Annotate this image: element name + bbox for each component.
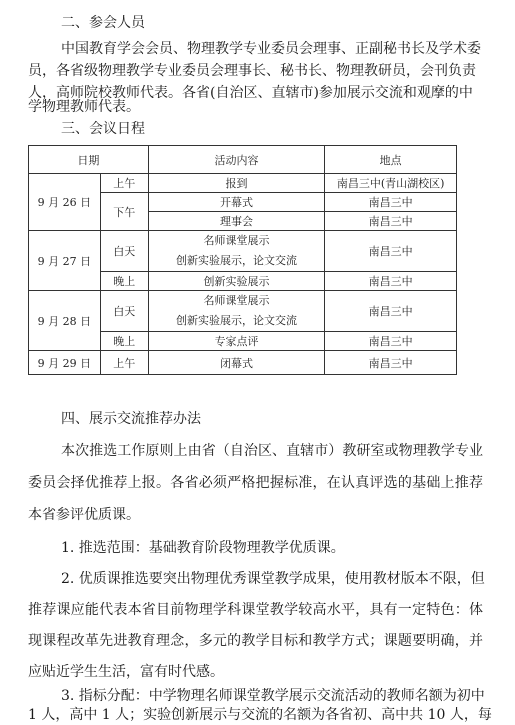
place-cell: 南昌三中 (325, 193, 457, 212)
place-cell: 南昌三中 (325, 351, 457, 375)
activity-cell: 开幕式 (148, 193, 325, 212)
date-cell: 9 月 26 日 (29, 174, 101, 231)
item3-line-2: 1 人，高中 1 人；实验创新展示与交流的名额为各省初、高中共 10 人，每 (28, 707, 492, 723)
place-cell: 南昌三中 (325, 332, 457, 351)
table-row (29, 231, 457, 272)
item3-line-1: 3. 指标分配：中学物理名师课堂教学展示交流活动的教师名额为初中 (61, 688, 485, 704)
table-row (29, 291, 457, 332)
header-place: 地点 (325, 146, 457, 174)
place-cell: 南昌三中 (325, 212, 457, 231)
period-cell: 上午 (100, 174, 148, 193)
section2-line-4: 学物理教师代表。 (28, 99, 140, 115)
table-header-row (29, 146, 457, 174)
item1-line: 1. 推选范围：基础教育阶段物理教学优质课。 (61, 540, 345, 556)
date-cell: 9 月 29 日 (29, 351, 101, 375)
para1-line-1: 本次推选工作原则上由省（自治区、直辖市）教研室或物理教学专业 (61, 443, 483, 459)
activity-cell (148, 291, 325, 332)
period-cell: 上午 (100, 351, 148, 375)
header-date: 日期 (29, 146, 149, 174)
item2-line-1: 2. 优质课推选要突出物理优秀课堂教学成果，使用教材版本不限，但 (61, 571, 485, 587)
section2-line-2: 员，各省级物理教学专业委员会理事长、秘书长、物理教研员，会刊负责 (28, 63, 476, 79)
activity-cell: 报到 (148, 174, 325, 193)
period-cell: 白天 (100, 291, 148, 332)
item2-line-4: 应贴近学生生活，富有时代感。 (28, 664, 224, 680)
table-row (29, 351, 457, 375)
date-cell: 9 月 28 日 (29, 291, 101, 351)
item2-line-2: 推荐课应能代表本省目前物理学科课堂教学较高水平，具有一定特色：体 (28, 602, 483, 618)
activity-line: 名师课堂展示 (203, 294, 270, 307)
place-cell: 南昌三中 (325, 272, 457, 291)
period-cell: 晚上 (100, 332, 148, 351)
section2-line-3: 人，高师院校教师代表。各省(自治区、直辖市)参加展示交流和观摩的中 (28, 85, 473, 101)
section2-heading: 二、参会人员 (61, 15, 145, 31)
para1-line-3: 本省参评优质课。 (28, 507, 140, 523)
schedule-table (28, 145, 457, 375)
period-cell: 晚上 (100, 272, 148, 291)
activity-line: 创新实验展示，论文交流 (176, 254, 297, 267)
activity-line: 创新实验展示，论文交流 (176, 314, 297, 327)
date-cell: 9 月 27 日 (29, 231, 101, 291)
activity-line: 名师课堂展示 (203, 234, 270, 247)
activity-cell: 创新实验展示 (148, 272, 325, 291)
place-cell: 南昌三中(青山湖校区) (325, 174, 457, 193)
section4-heading: 四、展示交流推荐办法 (61, 411, 201, 427)
section3-heading: 三、会议日程 (61, 121, 145, 137)
activity-cell: 闭幕式 (148, 351, 325, 375)
section2-line-1: 中国教育学会会员、物理教学专业委员会理事、正副秘书长及学术委 (61, 41, 481, 57)
activity-cell: 理事会 (148, 212, 325, 231)
header-activity: 活动内容 (148, 146, 325, 174)
activity-cell: 专家点评 (148, 332, 325, 351)
period-cell: 下午 (100, 193, 148, 231)
place-cell: 南昌三中 (325, 291, 457, 332)
table-row (29, 174, 457, 193)
place-cell: 南昌三中 (325, 231, 457, 272)
period-cell: 白天 (100, 231, 148, 272)
activity-cell (148, 231, 325, 272)
para1-line-2: 委员会择优推荐上报。各省必须严格把握标准，在认真评选的基础上推荐 (28, 475, 483, 491)
item2-line-3: 现课程改革先进教育理念，多元的教学目标和教学方式；课题要明确，并 (28, 633, 483, 649)
